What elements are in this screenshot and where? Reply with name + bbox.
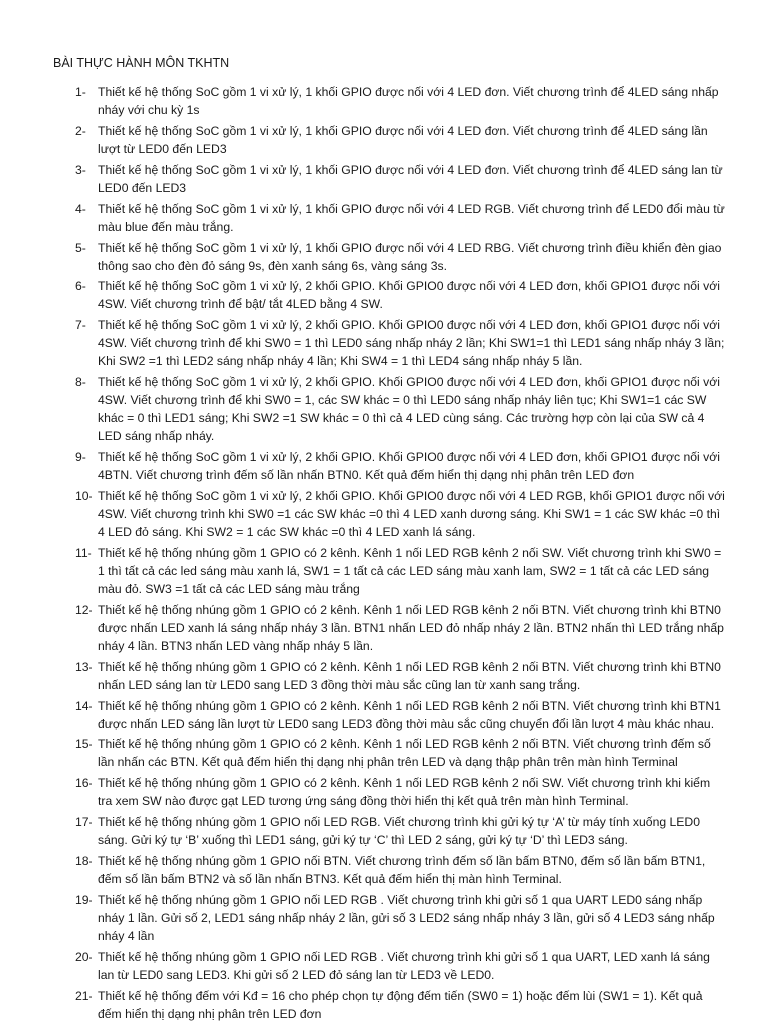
task-text: Thiết kế hệ thống SoC gồm 1 vi xử lý, 1 khối GPIO được nối với 4 LED đơn. Viết chương trình để 4LED sáng lần lượt từ LED0 đến LED3 xyxy=(98,123,708,156)
list-item xyxy=(53,544,732,598)
list-item xyxy=(53,891,732,945)
task-text: Thiết kế hệ thống nhúng gồm 1 GPIO có 2 kênh. Kênh 1 nối LED RGB kênh 2 nối BTN. Viết chương trình khi BTN0 được nhấn LED xanh lá sáng nhấp nháy 3 lần. BTN1 nhấn LED đỏ nhấp nháy 2 lần. BTN2 nhấn thì LED trắng nhấp nháy 4 lần. BTN3 nhấn LED vàng nhấp nháy 5 lần. xyxy=(98,602,724,653)
task-number: 16- xyxy=(75,776,93,791)
list-item xyxy=(53,277,732,313)
list-item xyxy=(53,239,732,275)
task-number: 10- xyxy=(75,489,93,504)
task-text: Thiết kế hệ thống SoC gồm 1 vi xử lý, 2 khối GPIO. Khối GPIO0 được nối với 4 LED đơn, khối GPIO1 được nối với 4BTN. Viết chương trình đếm số lần nhấn BTN0. Kết quả đếm hiển thị dạng nhị phân trên LED đơn xyxy=(98,450,720,483)
list-item xyxy=(53,161,732,197)
task-text: Thiết kế hệ thống SoC gồm 1 vi xử lý, 2 khối GPIO. Khối GPIO0 được nối với 4 LED đơn, khối GPIO1 được nối với 4SW. Viết chương trình để khi SW0 = 1, các SW khác = 0 thì LED0 sáng nhấp nháy liên tục; Khi SW1=1 các SW khác = 0 thì LED1 sáng; Khi SW2 =1 SW khác = 0 thì cả 4 LED cùng sáng. Các trường hợp còn lại của SW cả 4 LED sáng nhấp nháy. xyxy=(98,375,720,444)
task-number: 6- xyxy=(75,279,86,294)
list-item xyxy=(53,987,732,1023)
task-text: Thiết kế hệ thống SoC gồm 1 vi xử lý, 2 khối GPIO. Khối GPIO0 được nối với 4 LED đơn, khối GPIO1 được nối với 4SW. Viết chương trình để bật/ tắt 4LED bằng 4 SW. xyxy=(98,279,720,312)
task-text: Thiết kế hệ thống SoC gồm 1 vi xử lý, 2 khối GPIO. Khối GPIO0 được nối với 4 LED đơn, khối GPIO1 được nối với 4SW. Viết chương trình để khi SW0 = 1 thì LED0 sáng nhấp nháy 2 lần; Khi SW1=1 thì LED1 sáng nhấp nháy 3 lần; Khi SW2 =1 thì LED2 sáng nhấp nháy 4 lần; Khi SW4 = 1 thì LED4 sáng nhấp nháy 5 lần. xyxy=(98,318,725,369)
list-item xyxy=(53,601,732,655)
task-number: 19- xyxy=(75,893,93,908)
task-number: 9- xyxy=(75,450,86,465)
task-text: Thiết kế hệ thống nhúng gồm 1 GPIO có 2 kênh. Kênh 1 nối LED RGB kênh 2 nối BTN. Viết chương trình đếm số lần nhấn các BTN. Kết quả đếm hiển thị dạng nhị phân trên LED và dạng thập phân trên màn hình Terminal xyxy=(98,737,711,770)
task-number: 12- xyxy=(75,602,93,617)
list-item xyxy=(53,813,732,849)
task-number: 4- xyxy=(75,201,86,216)
task-text: Thiết kế hệ thống nhúng gồm 1 GPIO có 2 kênh. Kênh 1 nối LED RGB kênh 2 nối SW. Viết chương trình khi kiểm tra xem SW nào được gạt LED tương ứng sáng đồng thời hiển thị kết quả trên màn hình Terminal. xyxy=(98,776,711,809)
task-number: 21- xyxy=(75,988,93,1003)
document-title: BÀI THỰC HÀNH MÔN TKHTN xyxy=(53,56,230,70)
list-item xyxy=(53,735,732,771)
task-text: Thiết kế hệ thống nhúng gồm 1 GPIO nối LED RGB . Viết chương trình khi gửi số 1 qua UART, LED xanh lá sáng lan từ LED0 sang LED3. Khi gửi số 2 LED đỏ sáng lan từ LED3 về LED0. xyxy=(98,949,710,982)
task-text: Thiết kế hệ thống SoC gồm 1 vi xử lý, 1 khối GPIO được nối với 4 LED RGB. Viết chương trình để LED0 đổi màu từ màu blue đến màu trắng. xyxy=(98,201,725,234)
task-number: 18- xyxy=(75,854,93,869)
list-item xyxy=(53,373,732,445)
list-item xyxy=(53,200,732,236)
list-item xyxy=(53,948,732,984)
task-number: 14- xyxy=(75,698,93,713)
task-text: Thiết kế hệ thống SoC gồm 1 vi xử lý, 2 khối GPIO. Khối GPIO0 được nối với 4 LED RGB, khối GPIO1 được nối với 4SW. Viết chương trình khi SW0 =1 các SW khác =0 thì 4 LED xanh dương sáng. Khi SW1 = 1 các SW khác =0 thì 4 LED đỏ sáng. Khi SW2 = 1 các SW khác =0 thì 4 LED xanh lá sáng. xyxy=(98,489,725,540)
task-text: Thiết kế hệ thống đếm với Kđ = 16 cho phép chọn tự động đếm tiến (SW0 = 1) hoặc đếm lùi (SW1 = 1). Kết quả đếm hiển thị dạng nhị phân trên LED đơn xyxy=(98,988,703,1021)
task-list xyxy=(53,83,732,1023)
task-number: 1- xyxy=(75,85,86,99)
list-item xyxy=(53,487,732,541)
task-number: 15- xyxy=(75,737,93,752)
list-item xyxy=(53,448,732,484)
task-text: Thiết kế hệ thống SoC gồm 1 vi xử lý, 1 khối GPIO được nối với 4 LED RBG. Viết chương trình điều khiển đèn giao thông sao cho đèn đỏ sáng 9s, đèn xanh sáng 6s, vàng sáng 3s. xyxy=(98,240,722,273)
task-number: 13- xyxy=(75,659,93,674)
task-number: 7- xyxy=(75,318,86,333)
list-item xyxy=(53,852,732,888)
task-number: 11- xyxy=(75,545,92,560)
list-item xyxy=(53,122,732,158)
list-item xyxy=(53,697,732,733)
task-text: Thiết kế hệ thống nhúng gồm 1 GPIO có 2 kênh. Kênh 1 nối LED RGB kênh 2 nối SW. Viết chương trình khi SW0 = 1 thì tất cả các led sáng màu xanh lá, SW1 = 1 tất cả các LED sáng màu xanh lam, SW2 = 1 tất cả các LED sáng màu đỏ. SW3 =1 tất cả các LED sáng màu trắng xyxy=(98,545,722,596)
list-item xyxy=(53,658,732,694)
list-item xyxy=(53,774,732,810)
task-number: 3- xyxy=(75,162,86,177)
task-text: Thiết kế hệ thống nhúng gồm 1 GPIO nối BTN. Viết chương trình đếm số lần bấm BTN0, đếm số lần bấm BTN1, đếm số lần bấm BTN2 và số lần nhấn BTN3. Kết quả đếm hiển thị màn hình Terminal. xyxy=(98,854,706,887)
task-number: 8- xyxy=(75,375,86,390)
task-number: 17- xyxy=(75,815,93,830)
task-text: Thiết kế hệ thống nhúng gồm 1 GPIO có 2 kênh. Kênh 1 nối LED RGB kênh 2 nối BTN. Viết chương trình khi BTN0 nhấn LED sáng lan từ LED0 sang LED 3 đồng thời màu sắc cũng lan từ xanh sang trắng. xyxy=(98,659,721,692)
task-text: Thiết kế hệ thống SoC gồm 1 vi xử lý, 1 khối GPIO được nối với 4 LED đơn. Viết chương trình để 4LED sáng nhấp nháy với chu kỳ 1s xyxy=(98,85,719,117)
task-text: Thiết kế hệ thống nhúng gồm 1 GPIO có 2 kênh. Kênh 1 nối LED RGB kênh 2 nối BTN. Viết chương trình khi BTN1 được nhấn LED sáng lần lượt từ LED0 sang LED3 đồng thời màu sắc cũng chuyển đổi lần lượt 4 màu khác nhau. xyxy=(98,698,721,731)
task-number: 5- xyxy=(75,240,86,255)
task-text: Thiết kế hệ thống SoC gồm 1 vi xử lý, 1 khối GPIO được nối với 4 LED đơn. Viết chương trình để 4LED sáng lan từ LED0 đến LED3 xyxy=(98,162,723,195)
list-item xyxy=(53,316,732,370)
task-number: 20- xyxy=(75,949,93,964)
list-item xyxy=(53,83,732,119)
task-text: Thiết kế hệ thống nhúng gồm 1 GPIO nối LED RGB . Viết chương trình khi gửi số 1 qua UART LED0 sáng nhấp nháy 1 lần. Gửi số 2, LED1 sáng nhấp nháy 2 lần, gửi số 3 LED2 sáng nhấp nháy 3 lần, gửi số 4 LED3 sáng nhấp nháy 4 lần xyxy=(98,893,715,944)
task-number: 2- xyxy=(75,123,86,138)
task-text: Thiết kế hệ thống nhúng gồm 1 GPIO nối LED RGB. Viết chương trình khi gửi ký tự ‘A’ từ máy tính xuống LED0 sáng. Gửi ký tự ‘B’ xuống thì LED1 sáng, gửi ký tự ‘C’ thì LED 2 sáng, gửi ký tự ‘D’ thì LED3 sáng. xyxy=(98,815,701,848)
